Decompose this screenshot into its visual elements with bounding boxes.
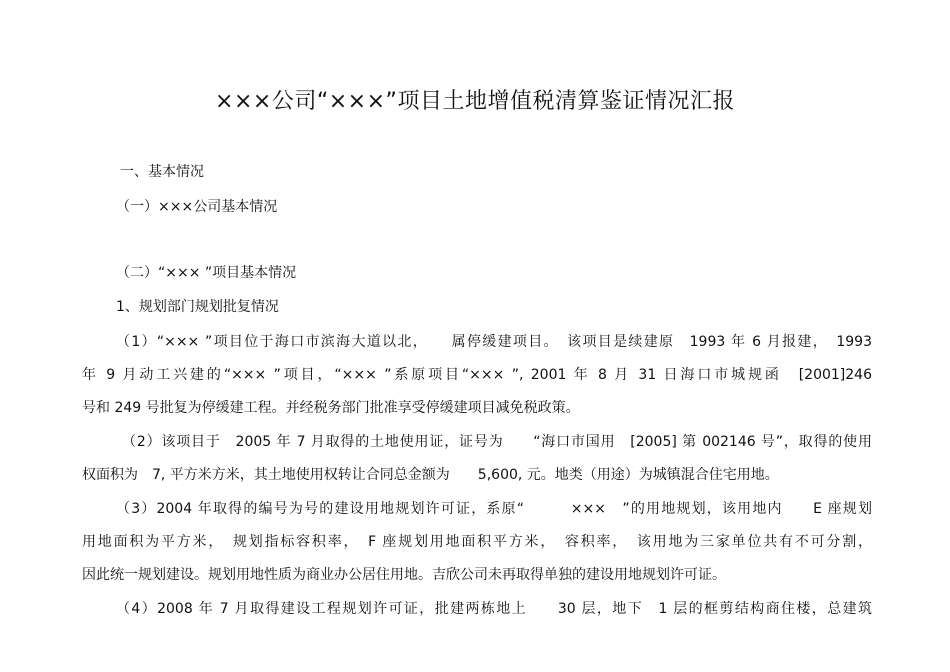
paragraph-1-line-3: 号和 249 号批复为停缓建工程。并经税务部门批准享受停缓建项目减免税政策。	[82, 400, 580, 416]
paragraph-3-line-1: （3）2004 年取得的编号为号的建设用地规划许可证，系原“ ××× ”的用地规划，该用地内 E 座规划	[116, 501, 872, 517]
subsection-heading-company-info: （一）×××公司基本情况	[116, 199, 278, 215]
item-heading-planning-approval: 1、规划部门规划批复情况	[116, 299, 279, 315]
paragraph-1-line-1: （1）“××× ”项目位于海口市滨海大道以北， 属停缓建项目。 该项目是续建原 1993 年 6 月报建， 1993	[116, 334, 872, 350]
paragraph-3	[82, 493, 872, 592]
section-heading-basic-info: 一、基本情况	[120, 164, 204, 180]
paragraph-4-line-1: （4）2008 年 7 月取得建设工程规划许可证，批建两栋地上 30 层，地下 1 层的框剪结构商住楼，总建筑	[116, 601, 872, 617]
paragraph-2	[82, 426, 872, 492]
paragraph-2-line-2: 权面积为 7, 平方米方米，其土地使用权转让合同总金额为 5,600, 元。地类（用途）为城镇混合住宅用地。	[82, 467, 779, 483]
document-title: ×××公司“×××”项目土地增值税清算鉴证情况汇报	[215, 89, 735, 114]
paragraph-3-line-2: 用地面积为平方米， 规划指标容积率， F 座规划用地面积平方米， 容积率， 该用地为三家单位共有不可分割，	[82, 534, 872, 550]
paragraph-4	[82, 593, 872, 626]
paragraph-3-line-3: 因此统一规划建设。规划用地性质为商业办公居住用地。吉欣公司未再取得单独的建设用地规划许可证。	[82, 567, 726, 583]
paragraph-1-line-2: 年 9 月动工兴建的“××× ”项目，“××× ”系原项目“××× ”, 2001 年 8 月 31 日海口市城规函 [2001]246	[82, 367, 872, 383]
paragraph-2-line-1: （2）该项目于 2005 年 7 月取得的土地使用证，证号为 “海口市国用 [2005] 第 002146 号”，取得的使用	[122, 434, 872, 450]
subsection-heading-project-info: （二）“××× ”项目基本情况	[116, 265, 297, 281]
paragraph-1	[82, 326, 872, 425]
